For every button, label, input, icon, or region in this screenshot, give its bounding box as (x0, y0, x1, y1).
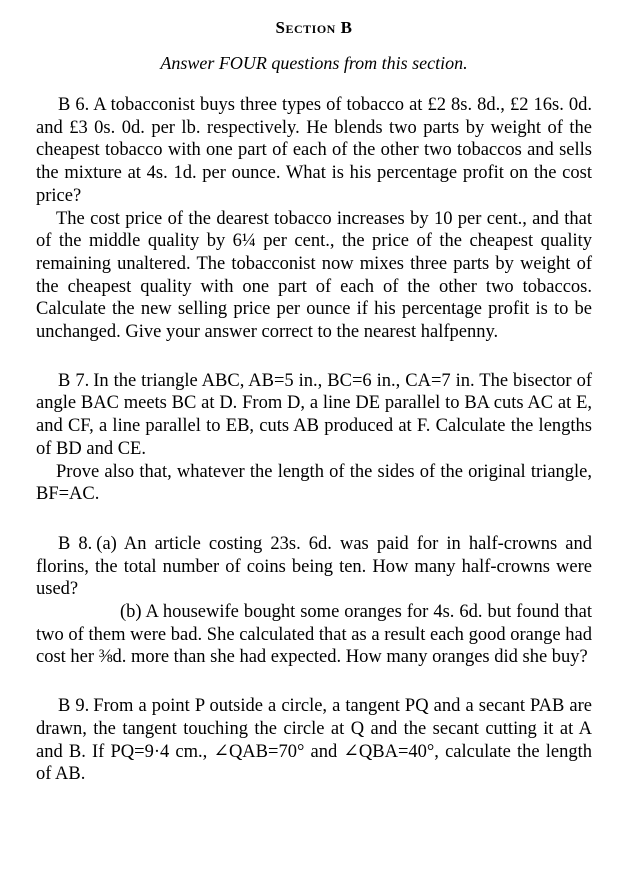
exam-page (36, 14, 592, 786)
question-number: B 7. (58, 370, 90, 391)
question-b7 (36, 370, 592, 506)
question-b6-paragraph-2: The cost price of the dearest tobacco increases by 10 per cent., and that of the middle quality by 6¼ per cent., the price of the cheapest quality remaining unaltered. The tobacconist now mixes three parts by weight of the cheapest quality with one part of each of the other two tobaccos. Calculate the new selling price per ounce if his percentage profit is to be unchanged. Give your answer correct to the nearest halfpenny. (36, 208, 592, 343)
question-number: B 8. (58, 533, 93, 554)
question-b8-part-b: (b) A housewife bought some oranges for 4s. 6d. but found that two of them were bad. She calculated that as a result each good orange had cost her ⅜d. more than she had expected. How many oranges did she buy? (36, 602, 592, 668)
question-b7-paragraph-2: Prove also that, whatever the length of the sides of the original triangle, BF=AC. (36, 461, 592, 505)
section-title: Section B (275, 18, 353, 37)
question-b9-paragraph-1 (36, 695, 592, 786)
question-text: In the triangle ABC, AB=5 in., BC=6 in., CA=7 in. The bisector of angle BAC meets BC at D. From D, a line DE parallel to BA cuts AC at E, and CF, a line parallel to EB, cuts AB produced at F. Calculate the lengths of BD and CE. (36, 370, 592, 459)
section-instruction: Answer FOUR questions from this section. (160, 53, 468, 73)
question-b8 (36, 533, 592, 669)
question-number: B 9. (58, 696, 90, 717)
question-text: A tobacconist buys three types of tobacco at £2 8s. 8d., £2 16s. 0d. and £3 0s. 0d. per lb. respectively. He blends two parts by weight of the cheapest tobacco with one part of each of the other two tobaccos and sells the mixture at 4s. 1d. per ounce. What is his percentage profit on the cost price? (36, 95, 592, 206)
question-b6-paragraph-1 (36, 94, 592, 208)
question-text: (a) An article costing 23s. 6d. was paid for in half-crowns and florins, the total number of coins being ten. How many half-crowns were used? (36, 533, 593, 600)
question-b9 (36, 695, 592, 786)
question-b8-part-a (36, 533, 592, 601)
question-b7-paragraph-1 (36, 370, 592, 461)
question-text: From a point P outside a circle, a tangent PQ and a secant PAB are drawn, the tangent touching the circle at Q and the secant cutting it at A and B. If PQ=9·4 cm., ∠QAB=70° and ∠QBA=40°, calculate the length of AB. (36, 696, 592, 785)
question-b6 (36, 94, 592, 344)
question-number: B 6. (58, 95, 90, 115)
